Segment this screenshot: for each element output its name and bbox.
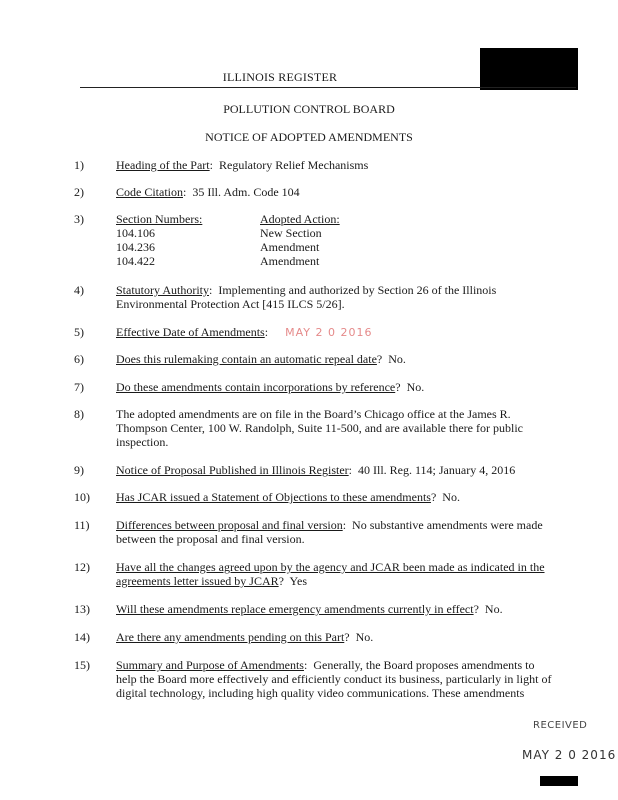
- received-stamp-label: RECEIVED: [533, 720, 588, 731]
- section-numbers-label: Section Numbers:: [116, 212, 203, 226]
- item-on-file: The adopted amendments are on file in the Board’s Chicago office at the James R. Thompson Center, 100 W. Randolph, Suite 11-500, and are available there for public inspection.: [116, 407, 523, 449]
- item-jcar-objections: Has JCAR issued a Statement of Objections to these amendments? No.: [116, 490, 460, 504]
- item-number: 13): [74, 602, 90, 616]
- item-label: Do these amendments contain incorporations by reference: [116, 380, 396, 394]
- item-value: Regulatory Relief Mechanisms: [218, 158, 369, 172]
- item-value: No.: [484, 602, 503, 616]
- item-number: 14): [74, 630, 90, 644]
- item-effective-date: Effective Date of Amendments: MAY 2 0 2016: [116, 325, 373, 339]
- adopted-action: New Section: [260, 226, 322, 240]
- section-number: 104.106: [116, 226, 155, 240]
- date-stamp: MAY 2 0 2016: [285, 326, 373, 339]
- redaction-box: [540, 776, 578, 786]
- item-value: 40 Ill. Reg. 114; January 4, 2016: [358, 463, 516, 477]
- item-number: 11): [74, 518, 90, 532]
- item-label: Differences between proposal and final version: [116, 518, 343, 532]
- item-repeal-date: Does this rulemaking contain an automatic repeal date? No.: [116, 352, 406, 366]
- item-label: Will these amendments replace emergency amendments currently in effect: [116, 602, 474, 616]
- item-label: Statutory Authority: [116, 283, 209, 297]
- item-number: 10): [74, 490, 90, 504]
- item-number: 4): [74, 283, 84, 297]
- item-number: 6): [74, 352, 84, 366]
- redaction-box: [480, 48, 578, 90]
- section-number: 104.236: [116, 240, 155, 254]
- item-value: 35 Ill. Adm. Code 104: [192, 185, 300, 199]
- item-label: Has JCAR issued a Statement of Objections to these amendments: [116, 490, 431, 504]
- item-number: 15): [74, 658, 90, 672]
- item-value: Yes: [289, 574, 307, 588]
- item-value: No.: [388, 352, 406, 366]
- item-number: 7): [74, 380, 84, 394]
- received-stamp-date: MAY 2 0 2016: [522, 748, 617, 762]
- adopted-action-label: Adopted Action:: [260, 212, 340, 226]
- item-number: 8): [74, 407, 84, 421]
- item-label: Are there any amendments pending on this Part: [116, 630, 345, 644]
- item-number: 2): [74, 185, 84, 199]
- item-number: 1): [74, 158, 84, 172]
- agency-title: POLLUTION CONTROL BOARD: [223, 102, 395, 116]
- item-value: Implementing and authorized by Section 26 of the Illinois Environmental Protection Act [415 ILCS 5/26].: [116, 283, 497, 311]
- item-value: No.: [442, 490, 460, 504]
- register-title: ILLINOIS REGISTER: [222, 70, 338, 84]
- item-label: Notice of Proposal Published in Illinois Register: [116, 463, 349, 477]
- item-emergency-amendments: Will these amendments replace emergency amendments currently in effect? No.: [116, 602, 503, 616]
- item-notice-of-proposal: Notice of Proposal Published in Illinois Register: 40 Ill. Reg. 114; January 4, 2016: [116, 463, 516, 477]
- item-value: Generally, the Board proposes amendments to help the Board more effectively and efficiently conduct its business, particularly in light of digital technology, including high quality video communications. These amendments: [116, 658, 552, 700]
- section-column: [116, 212, 256, 268]
- item-statutory-authority: Statutory Authority: Implementing and authorized by Section 26 of the Illinois Environmental Protection Act [415 ILCS 5/26].: [116, 283, 497, 311]
- item-number: 12): [74, 560, 90, 574]
- item-label: Heading of the Part: [116, 158, 210, 172]
- notice-title: NOTICE OF ADOPTED AMENDMENTS: [205, 130, 413, 144]
- item-jcar-changes: Have all the changes agreed upon by the agency and JCAR been made as indicated in the agreements letter issued by JCAR? Yes: [116, 560, 545, 588]
- item-incorporations: Do these amendments contain incorporations by reference? No.: [116, 380, 425, 394]
- item-pending-amendments: Are there any amendments pending on this Part? No.: [116, 630, 374, 644]
- header-rule: [80, 87, 576, 88]
- item-value: No.: [355, 630, 374, 644]
- section-number: 104.422: [116, 254, 155, 268]
- item-label: Summary and Purpose of Amendments: [116, 658, 304, 672]
- adopted-action: Amendment: [260, 254, 320, 268]
- item-number: 9): [74, 463, 84, 477]
- item-code-citation: Code Citation: 35 Ill. Adm. Code 104: [116, 185, 300, 199]
- action-column: [260, 212, 400, 268]
- item-number: 5): [74, 325, 84, 339]
- item-label: Effective Date of Amendments: [116, 325, 265, 339]
- item-differences: Differences between proposal and final version: No substantive amendments were made between the proposal and final version.: [116, 518, 543, 546]
- item-heading-of-part: Heading of the Part: Regulatory Relief Mechanisms: [116, 158, 369, 172]
- item-value: No.: [406, 380, 425, 394]
- item-number: 3): [74, 212, 84, 226]
- item-label: Does this rulemaking contain an automatic repeal date: [116, 352, 377, 366]
- item-summary-purpose: Summary and Purpose of Amendments: Generally, the Board proposes amendments to help the Board more effectively and efficiently conduct its business, particularly in light of digital technology, including high quality video communications. These amendments: [116, 658, 552, 700]
- item-label: Have all the changes agreed upon by the agency and JCAR been made as indicated in the agreements letter issued by JCAR: [116, 560, 545, 588]
- item-value: No substantive amendments were made between the proposal and final version.: [116, 518, 543, 546]
- adopted-action: Amendment: [260, 240, 320, 254]
- item-label: Code Citation: [116, 185, 183, 199]
